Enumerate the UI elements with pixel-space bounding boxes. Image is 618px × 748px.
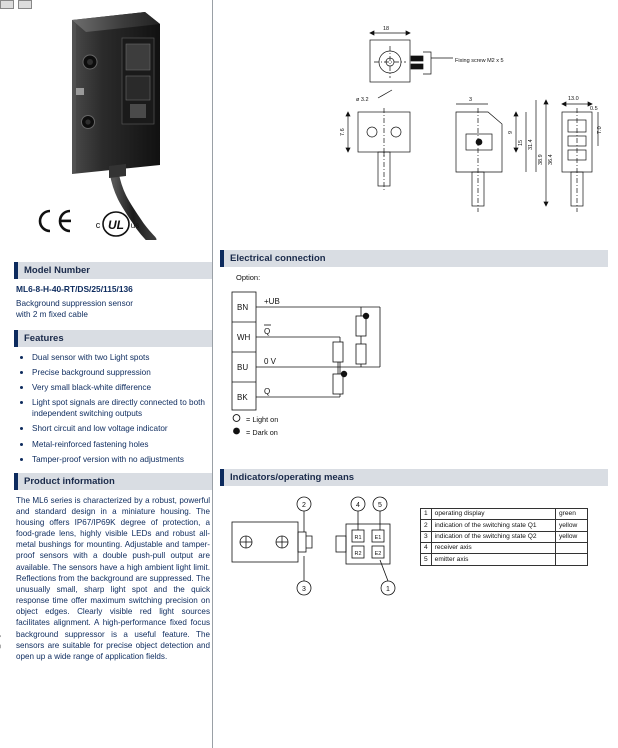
product-photo <box>14 0 212 240</box>
device-label-e2: E2 <box>374 551 382 557</box>
electrical-connection-heading: Electrical connection <box>220 250 608 267</box>
indicators-heading: Indicators/operating means <box>220 469 608 486</box>
row-description: indication of the switching state Q2 <box>431 531 555 542</box>
svg-text:c: c <box>95 220 101 230</box>
feature-item: Short circuit and low voltage indicator <box>26 423 212 434</box>
model-number-heading: Model Number <box>14 262 212 279</box>
callout-1: 1 <box>386 586 390 593</box>
terminal-signal-0v: 0 V <box>264 357 277 366</box>
dim-label-36-4: 36.4 <box>548 154 554 165</box>
dim-label-31-4: 31.4 <box>528 139 534 150</box>
feature-item: Metal-reinforced fastening holes <box>26 439 212 450</box>
right-column <box>220 0 608 748</box>
model-number-block <box>14 262 212 320</box>
model-number-code: ML6-8-H-40-RT/DS/25/115/136 <box>16 284 133 294</box>
svg-text:UL: UL <box>108 218 124 232</box>
feature-item: Tamper-proof version with no adjustments <box>26 454 212 465</box>
dim-label-15: 15 <box>518 139 524 146</box>
certifications <box>36 208 140 240</box>
indicators-table <box>420 508 588 566</box>
table-row <box>421 543 588 554</box>
indicator-drawings <box>220 494 420 604</box>
table-row <box>421 531 588 542</box>
option-label: Option: <box>236 273 261 282</box>
features-list <box>14 352 212 465</box>
features-heading: Features <box>14 330 212 347</box>
dim-label-7-0: 7.0 <box>597 126 603 134</box>
dark-on-dot-2 <box>341 371 347 377</box>
row-color <box>556 543 588 554</box>
callout-2: 2 <box>302 502 306 509</box>
dim-label-0-5: 0.5 <box>590 106 598 112</box>
terminal-code-bn: BN <box>237 303 249 312</box>
legend-dark-on: = Dark on <box>232 426 278 439</box>
dim-label-38-9: 38.9 <box>538 154 544 165</box>
feature-item: Dual sensor with two Light spots <box>26 352 212 363</box>
table-row <box>421 520 588 531</box>
feature-item: Precise background suppression <box>26 367 212 378</box>
row-number: 5 <box>421 554 432 565</box>
row-number: 4 <box>421 543 432 554</box>
issue-date-note <box>0 623 1 742</box>
ul-mark-icon <box>90 209 140 239</box>
left-column <box>14 0 212 748</box>
dim-label-7-6: 7.6 <box>340 128 346 136</box>
table-row <box>421 554 588 565</box>
terminal-signal-q: Q <box>264 387 271 396</box>
dim-label-9: 9 <box>508 130 514 134</box>
row-number: 1 <box>421 509 432 520</box>
row-color: green <box>556 509 588 520</box>
row-description: emitter axis <box>431 554 555 565</box>
row-color: yellow <box>556 520 588 531</box>
svg-text:us: us <box>130 221 140 230</box>
row-description: receiver axis <box>431 543 555 554</box>
device-label-e1: E1 <box>374 535 382 541</box>
feature-item: Light spot signals are directly connected to both independent switching outputs <box>26 397 212 419</box>
row-number: 3 <box>421 531 432 542</box>
legend-light-on: = Light on <box>232 413 278 426</box>
dim-label-fixing-screw: Fixing screw M2 x 5 <box>455 58 504 64</box>
terminal-signal-qbar: Q <box>264 327 271 336</box>
corner-mark-1 <box>0 0 14 9</box>
features-block <box>14 330 212 465</box>
row-color: yellow <box>556 531 588 542</box>
dim-label-18: 18 <box>383 26 390 32</box>
row-number: 2 <box>421 520 432 531</box>
dimension-drawings <box>220 0 608 250</box>
callout-4: 4 <box>356 502 360 509</box>
product-information-heading: Product information <box>14 473 212 490</box>
row-color <box>556 554 588 565</box>
model-number-desc-2: with 2 m fixed cable <box>16 310 88 320</box>
terminal-code-wh: WH <box>237 333 251 342</box>
terminal-code-bk: BK <box>237 393 248 402</box>
device-label-r2: R2 <box>354 551 362 557</box>
dim-label-13: 13.0 <box>568 96 579 102</box>
feature-item: Very small black-white difference <box>26 382 212 393</box>
dim-label-hole: ø 3.2 <box>356 97 369 103</box>
model-number-desc-1: Background suppression sensor <box>16 299 133 308</box>
terminal-signal-ub: +UB <box>264 297 280 306</box>
callout-3: 3 <box>302 586 306 593</box>
table-row <box>421 509 588 520</box>
callout-5: 5 <box>378 502 382 509</box>
device-label-r1: R1 <box>354 535 362 541</box>
product-information-block <box>14 473 212 662</box>
dim-label-3: 3 <box>469 97 473 103</box>
column-divider <box>212 0 213 748</box>
row-description: operating display <box>431 509 555 520</box>
product-information-text: The ML6 series is characterized by a robust, powerful and standard design in a miniature housing. The housing offers IP67/IP69K degree of protection, a food-grade lens, highly visible LEDs and robust all-metal bushings for mounting. Adjustable and tamper-proof sensors with a double push-pull output are available. The sensors have a high ambient light limit. Reflections from the background are suppressed. The unusually small, sharp light spot and the quick response time offer maximum switching precision on object edges. Clearly visible red light sources facilitates alignment. A high-performance fixed focus background suppressor is a useful feature. The sensors are suitable for precise object detection and open up a wide range of application fields. <box>16 495 210 661</box>
indicators-section <box>220 469 608 649</box>
electrical-connection-section <box>220 250 608 455</box>
terminal-code-bu: BU <box>237 363 249 372</box>
electrical-legend <box>232 413 278 439</box>
ce-mark-icon <box>36 208 72 240</box>
row-description: indication of the switching state Q1 <box>431 520 555 531</box>
dark-on-dot-1 <box>363 313 369 319</box>
